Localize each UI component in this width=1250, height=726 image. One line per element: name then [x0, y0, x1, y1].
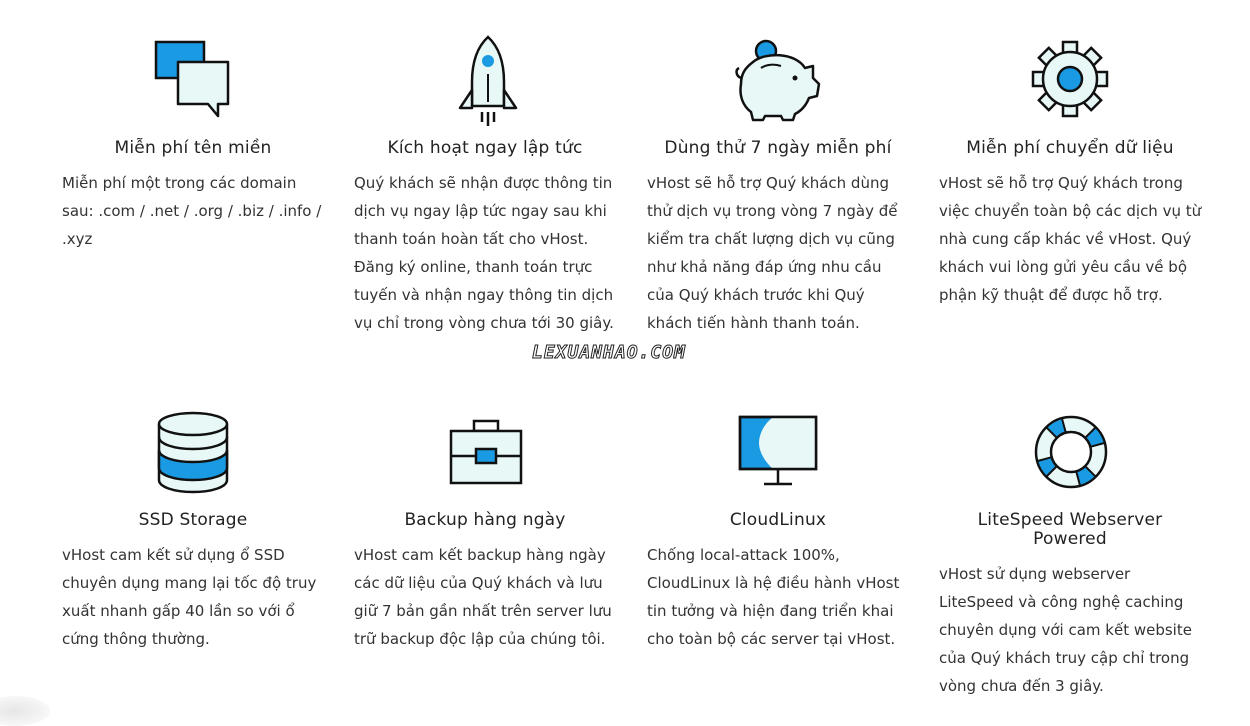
feature-description: Quý khách sẽ nhận được thông tin dịch vụ ngay lập tức ngay sau khi thanh toán hoàn tất cho vHost. Đăng ký online, thanh toán trực tuyến và nhận ngay thông tin dịch vụ chỉ trong vòng chưa tới 30 giây.: [354, 174, 614, 332]
feature-title: LiteSpeed Webserver Powered: [977, 510, 1163, 549]
chat-bubbles-icon: [152, 38, 232, 118]
database-icon: [156, 410, 230, 494]
piggy-bank-icon: [733, 38, 825, 122]
feature-title: Miễn phí chuyển dữ liệu: [966, 138, 1174, 158]
feature-description: vHost cam kết backup hàng ngày các dữ liệu của Quý khách và lưu giữ 7 bản gần nhất trên server lưu trữ backup độc lập của chúng tôi.: [354, 546, 612, 648]
corner-shadow: [0, 696, 50, 726]
monitor-icon: [737, 414, 819, 488]
lifebuoy-icon: [1033, 414, 1109, 490]
feature-description: vHost cam kết sử dụng ổ SSD chuyên dụng mang lại tốc độ truy xuất nhanh gấp 40 lần so với ổ cứng thông thường.: [62, 546, 317, 648]
feature-description: vHost sẽ hỗ trợ Quý khách trong việc chuyển toàn bộ các dịch vụ từ nhà cung cấp khác về vHost. Quý khách vui lòng gửi yêu cầu về bộ phận kỹ thuật để được hỗ trợ.: [939, 174, 1202, 304]
rocket-icon: [454, 34, 522, 128]
feature-description: Miễn phí một trong các domain sau: .com / .net / .org / .biz / .info / .xyz: [62, 174, 322, 248]
feature-description: vHost sử dụng webserver LiteSpeed và công nghệ caching chuyên dụng với cam kết website của Quý khách truy cập chỉ trong vòng chưa đến 3 giây.: [939, 565, 1192, 695]
feature-title: Kích hoạt ngay lập tức: [387, 138, 583, 158]
watermark: LEXUANHAO.COM: [532, 342, 686, 363]
feature-description: Chống local-attack 100%, CloudLinux là hệ điều hành vHost tin tưởng và hiện đang triển khai cho toàn bộ các server tại vHost.: [647, 546, 900, 648]
feature-title: Dùng thử 7 ngày miễn phí: [664, 138, 892, 158]
gear-icon: [1031, 40, 1109, 118]
feature-description: vHost sẽ hỗ trợ Quý khách dùng thử dịch vụ trong vòng 7 ngày để kiểm tra chất lượng dịch vụ cũng như khả năng đáp ứng nhu cầu của Quý khách trước khi Quý khách tiến hành thanh toán.: [647, 174, 898, 332]
briefcase-icon: [448, 418, 524, 486]
feature-title: Miễn phí tên miền: [114, 138, 272, 158]
feature-title: SSD Storage: [138, 510, 248, 530]
feature-title: CloudLinux: [729, 510, 827, 530]
feature-title: Backup hàng ngày: [404, 510, 566, 530]
